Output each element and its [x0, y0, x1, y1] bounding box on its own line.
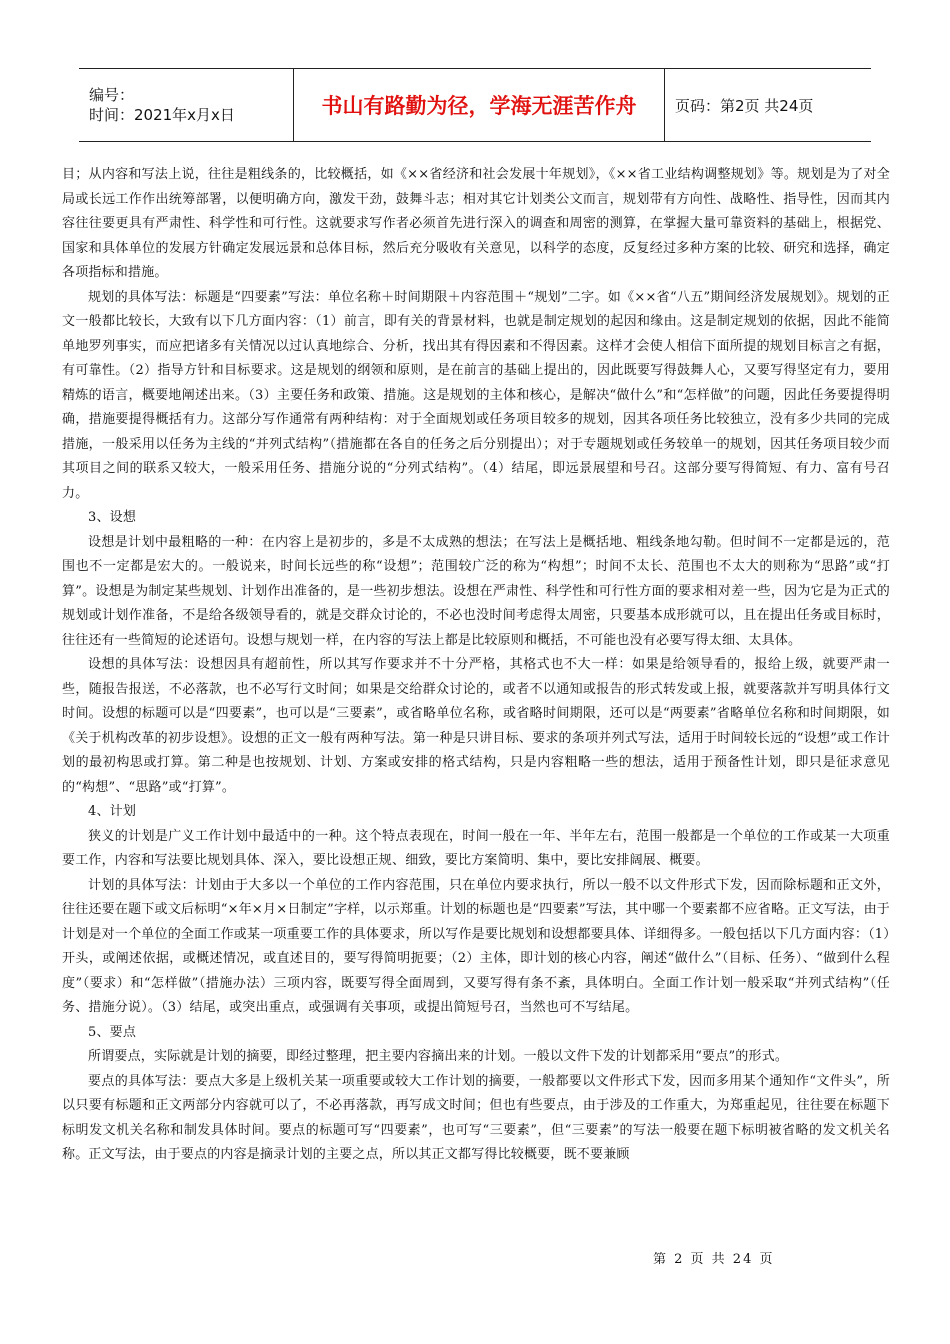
header-left-cell — [79, 69, 294, 141]
paragraph: 设想的具体写法：设想因具有超前性，所以其写作要求并不十分严格，其格式也不大一样：如果是给领导看的，报给上级，就要严肃一些，随报告报送，不必落款，也不必写行文时间；如果是交给群众讨论的，或者不以通知或报告的形式转发或上报，就要落款并写明具体行文时间。设想的标题可以是“四要素”，也可以是“三要素”，或省略单位名称，或省略时间期限，还可以是“两要素”省略单位名称和时间期限，如《关于机构改革的初步设想》。设想的正文一般有两种写法。第一种是只讲目标、要求的条项并列式写法，适用于时间较长远的“设想”或工作计划的最初构思或打算。第二种是也按规划、计划、方案或安排的格式结构，只是内容粗略一些的想法，适用于预备性计划，即只是征求意见的“构想”、“思路”或“打算”。 — [62, 657, 890, 795]
header-table — [79, 68, 871, 142]
section-heading: 3、设想 — [88, 510, 137, 525]
paragraph: 规划的具体写法：标题是“四要素”写法：单位名称＋时间期限＋内容范围＋“规划”二字。如《××省“八五”期间经济发展规划》。规划的正文一般都比较长，大致有以下几方面内容：（1）前言，即有关的背景材料，也就是制定规划的起因和缘由。这是制定规划的依据，因此不能简单地罗列事实，而应把诸多有关情况以过认真地综合、分析，找出其有得因素和不得因素。这样才会使人相信下面所提的规划目标言之有据，有可靠性。（2）指导方针和目标要求。这是规划的纲领和原则，是在前言的基础上提出的，因此既要写得鼓舞人心，又要写得坚定有力，要用精炼的语言，概要地阐述出来。（3）主要任务和政策、措施。这是规划的主体和核心，是解决“做什么”和“怎样做”的问题，因此任务要提得明确，措施要提得概括有力。这部分写作通常有两种结构：对于全面规划或任务项目较多的规划，因其各项任务比较独立，没有多少共同的完成措施，一般采用以任务为主线的“并列式结构”（措施都在各自的任务之后分别提出）；对于专题规划或任务较单一的规划，因其任务项目较少而其项目之间的联系又较大，一般采用任务、措施分说的“分列式结构”。（4）结尾，即远景展望和号召。这部分要写得简短、有力、富有号召力。 — [62, 289, 890, 501]
paragraph: 计划的具体写法：计划由于大多以一个单位的工作内容范围，只在单位内要求执行，所以一般不以文件形式下发，因而除标题和正文外，往往还要在题下或文后标明“×年×月×日制定”字样，以示郑重。计划的标题也是“四要素”写法，其中哪一个要素都不应省略。正文写法，由于计划是对一个单位的全面工作或某一项重要工作的具体要求，所以写作是要比规划和设想都要具体、详细得多。一般包括以下几方面内容：（1）开头，或阐述依据，或概述情况，或直述目的，要写得简明扼要；（2）主体，即计划的核心内容，阐述“做什么”（目标、任务）、“做到什么程度”（要求）和“怎样做”（措施办法）三项内容，既要写得全面周到，又要写得有条不紊，具体明白。全面工作计划一般采取“并列式结构”（任务、措施分说）。（3）结尾，或突出重点，或强调有关事项，或提出简短号召，当然也可不写结尾。 — [62, 877, 890, 1015]
paragraph: 要点的具体写法：要点大多是上级机关某一项重要或较大工作计划的摘要，一般都要以文件形式下发，因而多用某个通知作“文件头”，所以只要有标题和正文两部分内容就可以了，不必再落款，再写成文时间；但也有些要点，由于涉及的工作重大，为郑重起见，往往要在标题下标明发文机关名称和制发具体时间。要点的标题可写“四要素”，也可写“三要素”，但“三要素”的写法一般要在题下标明被省略的发文机关名称。正文写法，由于要点的内容是摘录计划的主要之点，所以其正文都写得比较概要，既不要兼顾 — [62, 1073, 890, 1162]
section-heading: 5、要点 — [88, 1024, 137, 1040]
code-label: 编号： — [89, 86, 135, 104]
paragraph: 狭义的计划是广义工作计划中最适中的一种。这个特点表现在，时间一般在一年、半年左右，范围一般都是一个单位的工作或某一大项重要工作，内容和写法要比规划具体、深入，要比设想正规、细致，要比方案简明、集中，要比安排阔展、概要。 — [62, 828, 890, 868]
section-heading: 4、计划 — [88, 804, 137, 819]
motto: 书山有路勤为径，学海无涯苦作舟 — [294, 69, 665, 141]
time-label: 时间：2021年x月x日 — [89, 106, 235, 124]
paragraph-continuation: 目；从内容和写法上说，往往是粗线条的，比较概括，如《××省经济和社会发展十年规划》，《××省工业结构调整规划》等。规划是为了对全局或长远工作作出统筹部署，以便明确方向，激发干劲，鼓舞斗志；相对其它计划类公文而言，规划带有方向性、战略性、指导性，因而其内容往往要更具有严肃性、科学性和可行性。这就要求写作者必须首先进行深入的调查和周密的测算，在掌握大量可靠资料的基础上，根据党、国家和具体单位的发展方针确定发展远景和总体目标，然后充分吸收有关意见，以科学的态度，反复经过多种方案的比较、研究和选择，确定各项指标和措施。 — [62, 167, 890, 280]
paragraph: 设想是计划中最粗略的一种：在内容上是初步的，多是不太成熟的想法；在写法上是概括地、粗线条地勾勒。但时间不一定都是远的，范围也不一定都是宏大的。一般说来，时间长远些的称“设想”；范围较广泛的称为“构想”；时间不太长、范围也不太大的则称为“思路”或“打算”。设想是为制定某些规划、计划作出准备的，是一些初步想法。设想在严肃性、科学性和可行性方面的要求相对差一些，因为它是为正式的规划或计划作准备，不是给各级领导看的，就是交群众讨论的，不必也没时间考虑得太周密，只要基本成形就可以，且在提出任务或目标时，往往还有一些简短的论述语句。设想与规划一样，在内容的写法上都是比较原则和概括，不可能也没有必要写得太细、太具体。 — [62, 534, 890, 648]
footer-page-number: 第 2 页 共 24 页 — [653, 1252, 775, 1267]
paragraph: 所谓要点，实际就是计划的摘要，即经过整理，把主要内容摘出来的计划。一般以文件下发的计划都采用“要点”的形式。 — [88, 1049, 789, 1064]
document-body — [62, 163, 890, 1168]
page-info: 页码：第2页 共24页 — [675, 96, 814, 115]
